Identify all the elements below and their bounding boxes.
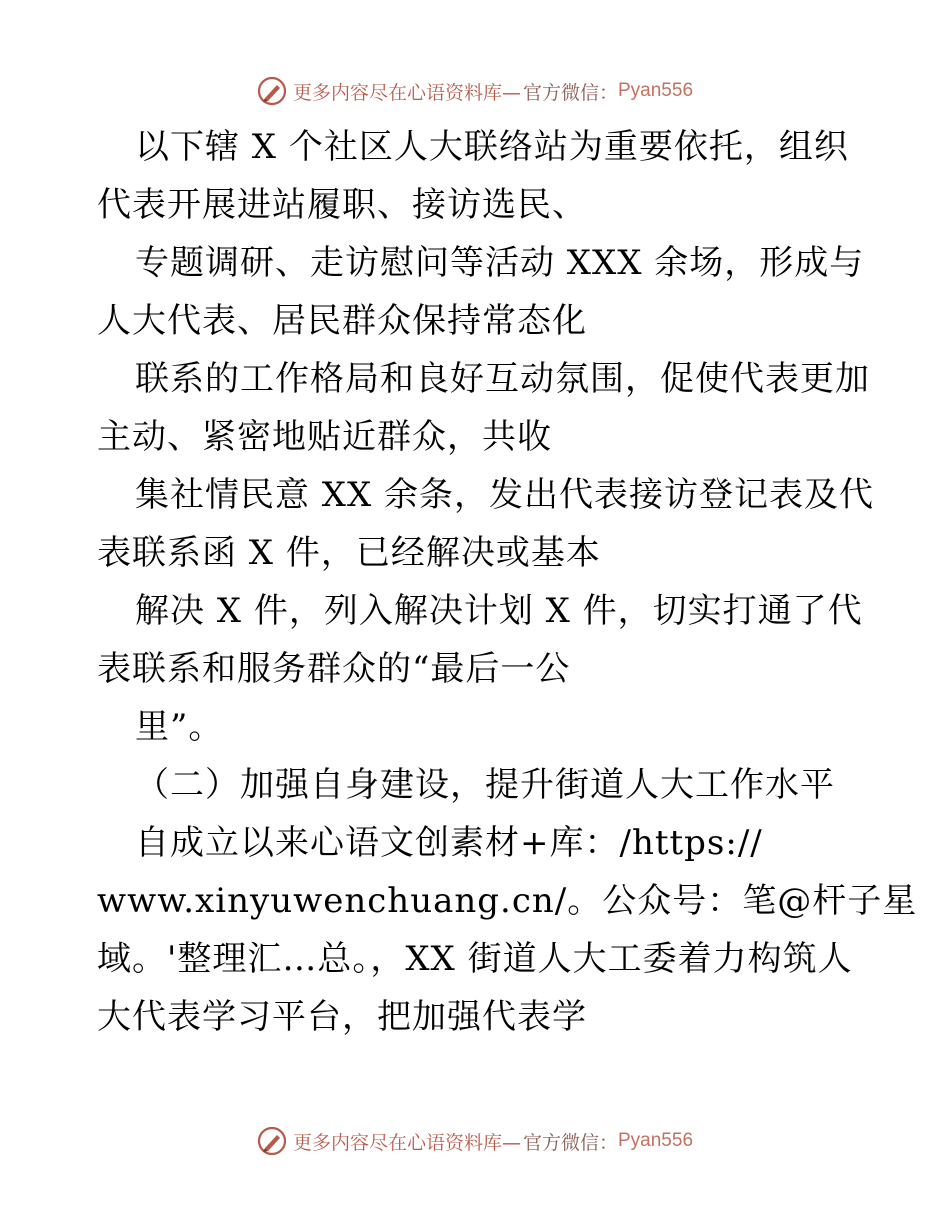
text-line: 自成立以来心语文创素材+库：/https:// — [135, 823, 763, 863]
document-body — [97, 118, 918, 1046]
text-line: 表联系函 X 件，已经解决或基本 — [97, 533, 601, 573]
text-line: 大代表学习平台，把加强代表学 — [97, 997, 587, 1037]
section-heading: （二）加强自身建设，提升街道人大工作水平 — [135, 765, 835, 805]
text-line: 表联系和服务群众的“最后一公 — [97, 649, 571, 689]
text-line: 集社情民意 XX 余条，发出代表接访登记表及代 — [135, 475, 875, 515]
text-line: 联系的工作格局和良好互动氛围，促使代表更加 — [135, 359, 870, 399]
banner-text: 更多内容尽在心语资料库— — [292, 1131, 521, 1154]
banner-wechat-label: 官方微信： — [522, 1131, 618, 1154]
text-line: 主动、紧密地贴近群众，共收 — [97, 417, 552, 457]
text-line: 专题调研、走访慰问等活动 XXX 余场，形成与 — [135, 243, 865, 283]
text-line: 代表开展进站履职、接访选民、 — [97, 185, 587, 225]
header-banner — [0, 71, 950, 111]
text-line: 人大代表、居民群众保持常态化 — [97, 301, 587, 341]
pen-logo-icon — [257, 1126, 287, 1156]
pen-logo-icon — [257, 76, 287, 106]
banner-wechat-id: Pyan556 — [618, 1130, 694, 1151]
text-line: 解决 X 件，列入解决计划 X 件，切实打通了代 — [135, 591, 863, 631]
banner-wechat-id: Pyan556 — [618, 80, 694, 101]
footer-banner — [0, 1121, 950, 1161]
text-line: 以下辖 X 个社区人大联络站为重要依托，组织 — [135, 127, 849, 167]
text-line: www.xinyuwenchuang.cn/。公众号：笔@杆子星 — [97, 881, 918, 921]
text-line: 域。'整理汇…总。，XX 街道人大工委着力构筑人 — [97, 939, 853, 979]
banner-text: 更多内容尽在心语资料库— — [292, 81, 521, 104]
text-line: 里”。 — [135, 707, 224, 747]
banner-wechat-label: 官方微信： — [522, 81, 618, 104]
